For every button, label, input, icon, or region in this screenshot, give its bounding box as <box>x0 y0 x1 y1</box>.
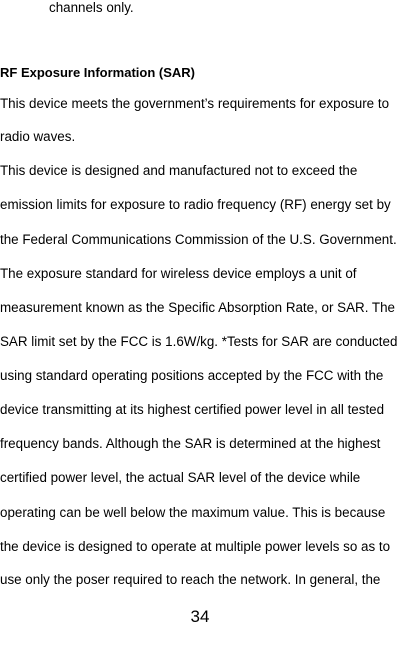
body-line: measurement known as the Specific Absorption Rate, or SAR. The <box>0 300 395 315</box>
body-line: certified power level, the actual SAR level of the device while <box>0 470 361 485</box>
body-line: This device meets the government’s requirements for exposure to <box>0 96 390 111</box>
body-line: use only the poser required to reach the network. In general, the <box>0 572 381 587</box>
body-line: the Federal Communications Commission of the U.S. Government. <box>0 232 397 247</box>
body-line: This device is designed and manufactured not to exceed the <box>0 163 358 178</box>
body-line: radio waves. <box>0 129 76 144</box>
body-line: device transmitting at its highest certified power level in all tested <box>0 402 385 417</box>
continuation-text: channels only. <box>49 0 134 15</box>
section-heading: RF Exposure Information (SAR) <box>0 65 196 80</box>
page-number: 34 <box>190 607 210 626</box>
body-line: frequency bands. Although the SAR is determined at the highest <box>0 436 381 451</box>
body-line: emission limits for exposure to radio frequency (RF) energy set by <box>0 197 391 212</box>
body-line: SAR limit set by the FCC is 1.6W/kg. *Tests for SAR are conducted <box>0 334 398 349</box>
body-line: the device is designed to operate at multiple power levels so as to <box>0 539 391 554</box>
body-line: operating can be well below the maximum value. This is because <box>0 505 386 520</box>
body-line: The exposure standard for wireless device employs a unit of <box>0 266 357 281</box>
body-line: using standard operating positions accepted by the FCC with the <box>0 368 384 383</box>
